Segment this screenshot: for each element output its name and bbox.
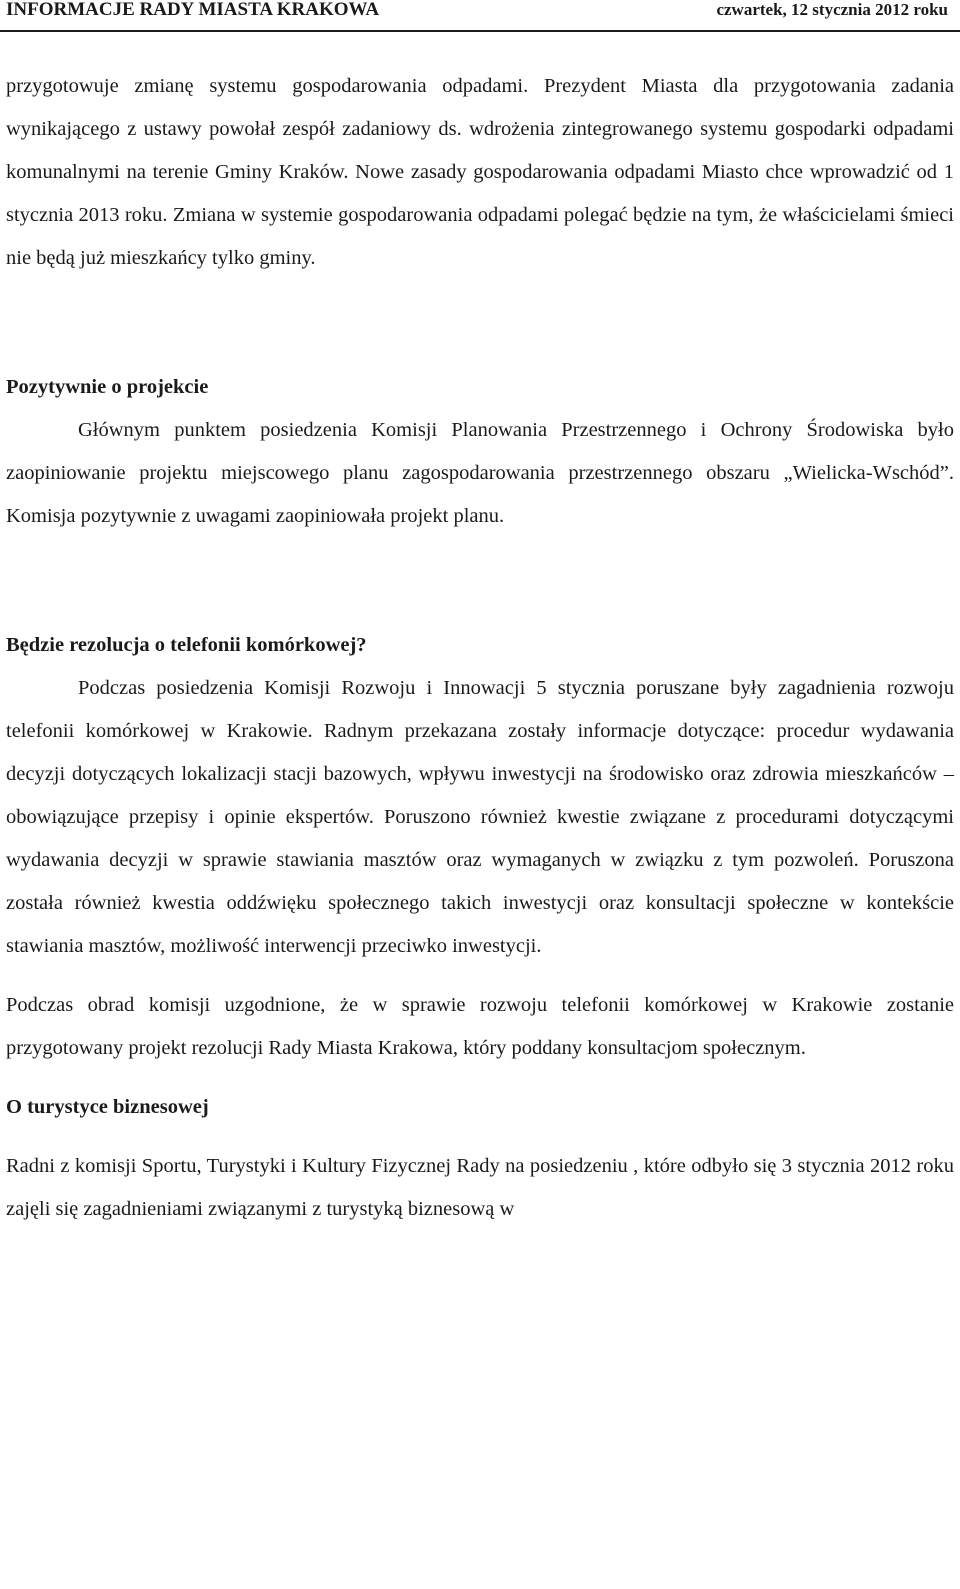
spacer (6, 538, 954, 624)
publication-date: czwartek, 12 stycznia 2012 roku (716, 0, 948, 19)
projekt-heading: Pozytywnie o projekcie (6, 376, 209, 398)
turystyka-paragraph: Radni z komisji Sportu, Turystyki i Kultury Fizycznej Rady na posiedzeniu , które odbyło się 3 stycznia 2012 roku zajęli się zagadnieniami związanymi z turystyką biznesową w (6, 1155, 954, 1220)
telefonia-paragraph-2: Podczas obrad komisji uzgodnione, że w sprawie rozwoju telefonii komórkowej w Krakowie zostanie przygotowany projekt rezolucji Rady Miasta Krakowa, który poddany konsultacjom społecznym. (6, 994, 954, 1059)
telefonia-heading: Będzie rezolucja o telefonii komórkowej? (6, 634, 367, 656)
page-header (0, 0, 960, 36)
spacer (6, 968, 954, 984)
projekt-paragraph: Głównym punktem posiedzenia Komisji Planowania Przestrzennego i Ochrony Środowiska było zaopiniowanie projektu miejscowego planu zagospodarowania przestrzennego obszaru „Wielicka-Wschód”. Komisja pozytywnie z uwagami zaopiniowała projekt planu. (6, 419, 954, 527)
intro-paragraph: przygotowuje zmianę systemu gospodarowania odpadami. Prezydent Miasta dla przygotowania zadania wynikającego z ustawy powołał zespół zadaniowy ds. wdrożenia zintegrowanego systemu gospodarki odpadami komunalnymi na terenie Gminy Kraków. Nowe zasady gospodarowania odpadami Miasto chce wprowadzić od 1 stycznia 2013 roku. Zmiana w systemie gospodarowania odpadami polegać będzie na tym, że właścicielami śmieci nie będą już mieszkańcy tylko gminy. (6, 75, 954, 269)
article-body (6, 65, 954, 1231)
spacer (6, 280, 954, 366)
publication-title: INFORMACJE RADY MIASTA KRAKOWA (6, 0, 380, 20)
header-divider (0, 30, 960, 32)
spacer (6, 1070, 954, 1086)
turystyka-heading: O turystyce biznesowej (6, 1096, 209, 1118)
telefonia-paragraph: Podczas posiedzenia Komisji Rozwoju i Innowacji 5 stycznia poruszane były zagadnienia rozwoju telefonii komórkowej w Krakowie. Radnym przekazana zostały informacje dotyczące: procedur wydawania decyzji dotyczących lokalizacji stacji bazowych, wpływu inwestycji na środowisko oraz zdrowia mieszkańców – obowiązujące przepisy i opinie ekspertów. Poruszono również kwestie związane z procedurami dotyczącymi wydawania decyzji w sprawie stawiania masztów oraz wymaganych w związku z tym pozwoleń. Poruszona została również kwestia oddźwięku społecznego takich inwestycji oraz konsultacji społeczne w kontekście stawiania masztów, możliwość interwencji przeciwko inwestycji. (6, 677, 954, 957)
spacer (6, 1129, 954, 1145)
